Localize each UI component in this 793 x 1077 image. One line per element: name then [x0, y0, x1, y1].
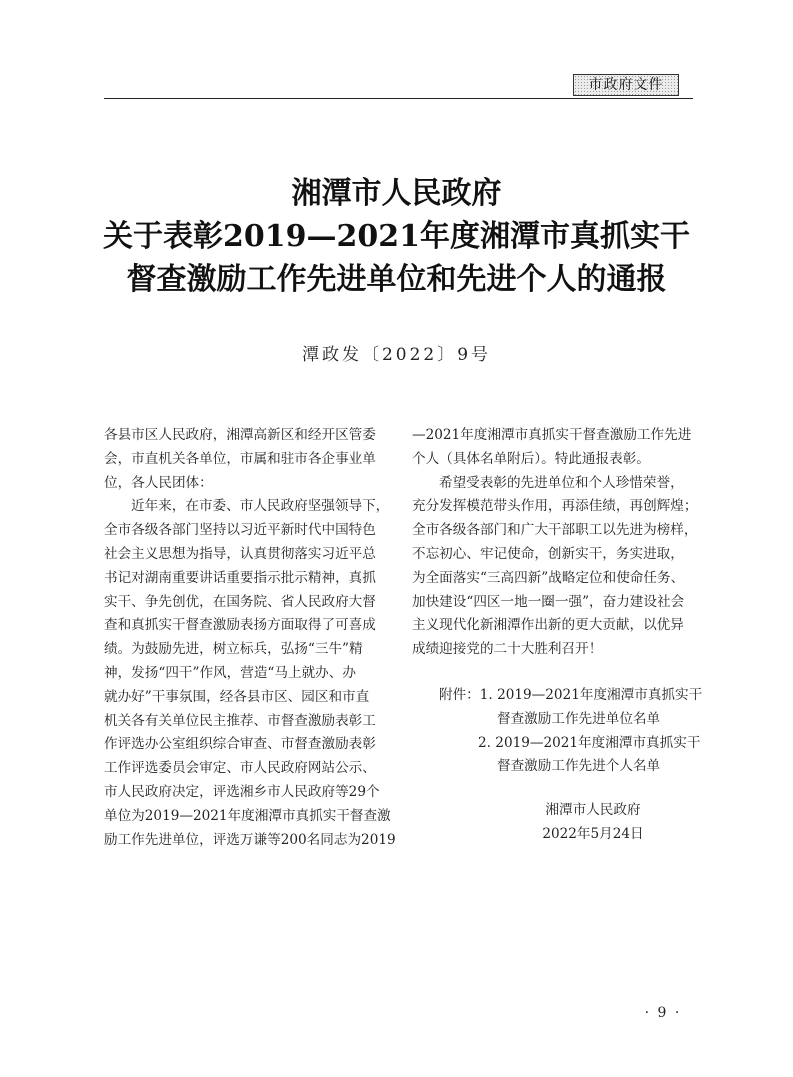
- body-line: —2021年度湘潭市真抓实干督查激励工作先进: [412, 427, 692, 443]
- section-tag: 市政府文件: [573, 74, 679, 96]
- spacer: [412, 779, 694, 799]
- body-line: 不忘初心、牢记使命，创新实干，务实进取，: [412, 545, 684, 562]
- header-rule: [104, 98, 693, 99]
- body-line: 单位为2019—2021年度湘潭市真抓实干督查激: [104, 807, 391, 824]
- body-right-column: [412, 424, 703, 847]
- body-line: 神，发扬“四干”作风，营造“马上就办、办: [104, 664, 356, 681]
- document-number: 潭政发〔2022〕9号: [301, 345, 492, 365]
- body-left-column: [104, 424, 396, 852]
- title-line-2: 关于表彰2019—2021年度湘潭市真抓实干: [103, 219, 690, 254]
- body-line: 社会主义思想为指导，认真贯彻落实习近平总: [104, 545, 376, 562]
- body-line: 实干、争先创优，在国务院、省人民政府大督: [104, 593, 376, 610]
- body-line: 查和真抓实干督查激励表扬方面取得了可喜成: [104, 617, 376, 634]
- body-line: 市人民政府决定，评选湘乡市人民政府等29个: [104, 783, 380, 800]
- body-line: 机关各有关单位民主推荐、市督查激励表彰工: [104, 712, 376, 729]
- body-line: 成绩迎接党的二十大胜利召开！: [412, 641, 603, 658]
- signature-date: 2022年5月24日: [542, 825, 644, 842]
- spacer: [412, 662, 694, 684]
- attachments-list: [412, 684, 703, 779]
- body-line: 近年来，在市委、市人民政府坚强领导下，: [131, 498, 390, 515]
- title-line-1: 湘潭市人民政府: [291, 176, 502, 211]
- body-line: 书记对湖南重要讲话重要指示批示精神，真抓: [104, 569, 376, 586]
- signature-issuer: 湘潭市人民政府: [545, 802, 641, 819]
- body-line: 希望受表彰的先进单位和个人珍惜荣誉，: [439, 474, 684, 491]
- body-line: 励工作先进单位，评选万谦等200名同志为2019: [104, 831, 396, 848]
- body-line: 全市各级各部门坚持以习近平新时代中国特色: [104, 522, 376, 539]
- body-line: 作评选办公室组织综合审查、市督查激励表彰: [104, 736, 376, 753]
- body-line: 位，各人民团体：: [104, 474, 213, 491]
- page-number: · 9 ·: [644, 1005, 682, 1021]
- attachment-item-2-line-2: 督查激励工作先进个人名单: [497, 758, 661, 775]
- body-line: 加快建设“四区一地一圈一强”，奋力建设社会: [412, 593, 685, 610]
- attachment-item-1-line-1: 附件：1. 2019—2021年度湘潭市真抓实干: [439, 686, 703, 703]
- attachment-item-2-line-1: 2. 2019—2021年度湘潭市真抓实干: [478, 734, 701, 751]
- body-line: 就办好”干事氛围，经各县市区、园区和市直: [104, 688, 370, 705]
- body-line: 为全面落实“三高四新”战略定位和使命任务、: [412, 569, 685, 586]
- body-line: 个人（具体名单附后）。特此通报表彰。: [412, 450, 650, 467]
- document-title: [60, 172, 733, 301]
- body-line: 各县市区人民政府，湘潭高新区和经开区管委: [104, 427, 376, 443]
- body-line: 工作评选委员会审定、市人民政府网站公示、: [104, 760, 376, 777]
- body-line: 主义现代化新湘潭作出新的更大贡献，以优异: [412, 617, 684, 634]
- signature-block: [412, 799, 694, 847]
- attachment-item-1-line-2: 督查激励工作先进单位名单: [497, 710, 661, 727]
- body-line: 绩。为鼓励先进，树立标兵，弘扬“三牛”精: [104, 641, 363, 658]
- title-line-3: 督查激励工作先进单位和先进个人的通报: [126, 262, 667, 297]
- body-line: 会，市直机关各单位，市属和驻市各企事业单: [104, 450, 376, 467]
- body-line: 充分发挥模范带头作用，再添佳绩，再创辉煌；: [412, 498, 698, 515]
- body-line: 全市各级各部门和广大干部职工以先进为榜样，: [412, 522, 698, 539]
